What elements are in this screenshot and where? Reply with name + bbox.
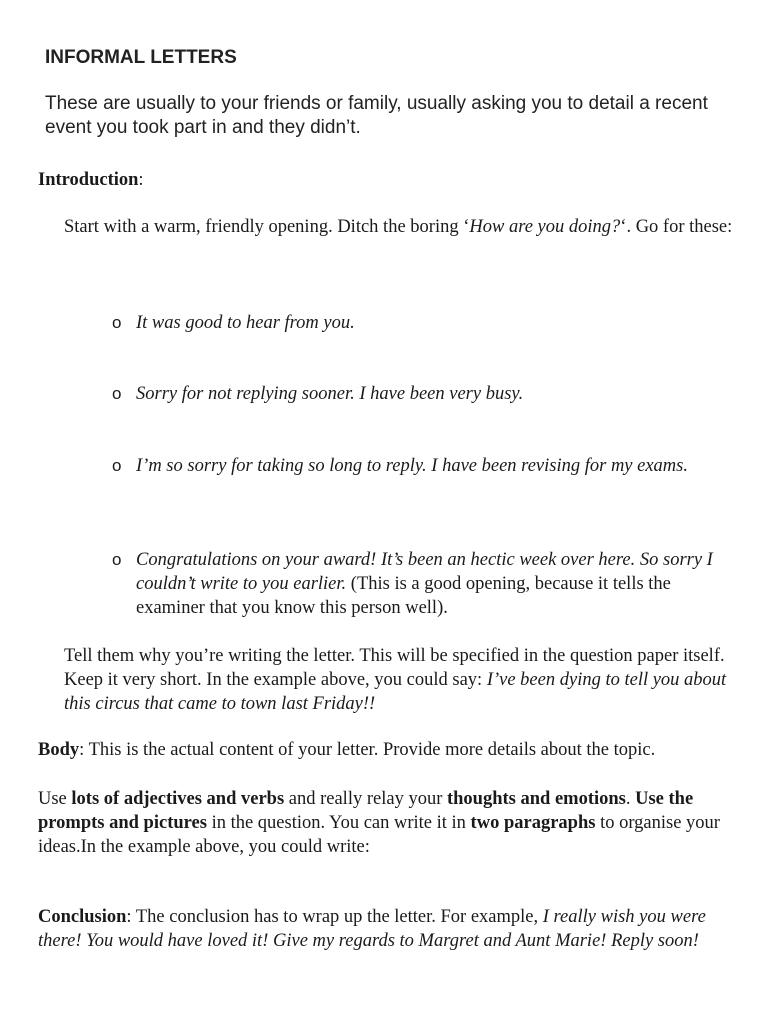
conclusion-paragraph bbox=[38, 905, 738, 953]
usage-text-3: . bbox=[625, 789, 636, 809]
opening-text-pre: Start with a warm, friendly opening. Ditch the boring ‘ bbox=[64, 217, 470, 237]
usage-text-1: Use bbox=[38, 789, 72, 809]
introduction-heading bbox=[38, 168, 144, 192]
list-item-note: (This is a good opening, because it tells the examiner that you know this person well). bbox=[136, 574, 671, 618]
list-item-text bbox=[136, 548, 716, 620]
opening-text-post: ‘. Go for these: bbox=[620, 217, 733, 237]
body-heading: Body bbox=[38, 740, 80, 760]
subtitle-paragraph: These are usually to your friends or family, usually asking you to detail a recent event you took part in and they didn’t. bbox=[45, 93, 708, 138]
usage-text-5: to organise your ideas.In the example above, you could write: bbox=[38, 813, 720, 857]
list-item-text bbox=[136, 311, 716, 335]
bullet-marker: o bbox=[112, 456, 122, 475]
list-item-italic: It was good to hear from you. bbox=[136, 313, 355, 333]
purpose-text: Tell them why you’re writing the letter. This will be specified in the question paper itself. Keep it very short. In the example above, you could say: bbox=[64, 646, 725, 690]
conclusion-text: : The conclusion has to wrap up the letter. For example, bbox=[126, 907, 543, 927]
usage-bold-3: Use the prompts and pictures bbox=[38, 789, 694, 833]
conclusion-heading: Conclusion bbox=[38, 907, 127, 927]
bullet-marker: o bbox=[112, 550, 122, 569]
body-paragraph bbox=[38, 738, 738, 762]
purpose-paragraph bbox=[64, 644, 734, 716]
usage-paragraph bbox=[38, 787, 738, 859]
list-item-text bbox=[136, 382, 716, 406]
usage-bold-4: two paragraphs bbox=[470, 813, 596, 833]
bullet-marker: o bbox=[112, 384, 122, 403]
list-item-italic: I’m so sorry for taking so long to reply. I have been revising for my exams. bbox=[136, 456, 688, 476]
bullet-marker: o bbox=[112, 313, 122, 332]
page-title: INFORMAL LETTERS bbox=[45, 47, 237, 68]
purpose-example: I’ve been dying to tell you about this circus that came to town last Friday!! bbox=[64, 670, 727, 714]
list-item-italic: Sorry for not replying sooner. I have been very busy. bbox=[136, 384, 524, 404]
list-item-text bbox=[136, 454, 716, 478]
usage-text-2: and really relay your bbox=[284, 789, 447, 809]
opening-paragraph bbox=[64, 215, 734, 239]
introduction-colon: : bbox=[138, 170, 144, 190]
conclusion-example: I really wish you were there! You would have loved it! Give my regards to Margret and Aunt Marie! Reply soon! bbox=[38, 907, 706, 951]
usage-text-4: in the question. You can write it in bbox=[206, 813, 471, 833]
usage-bold-1: lots of adjectives and verbs bbox=[71, 789, 285, 809]
introduction-label: Introduction bbox=[38, 170, 139, 190]
body-text: : This is the actual content of your letter. Provide more details about the topic. bbox=[79, 740, 656, 760]
list-item-italic: Congratulations on your award! It’s been an hectic week over here. So sorry I couldn’t write to you earlier. bbox=[136, 550, 713, 594]
opening-text-italic: How are you doing? bbox=[469, 217, 621, 237]
usage-bold-2: thoughts and emotions bbox=[446, 789, 626, 809]
